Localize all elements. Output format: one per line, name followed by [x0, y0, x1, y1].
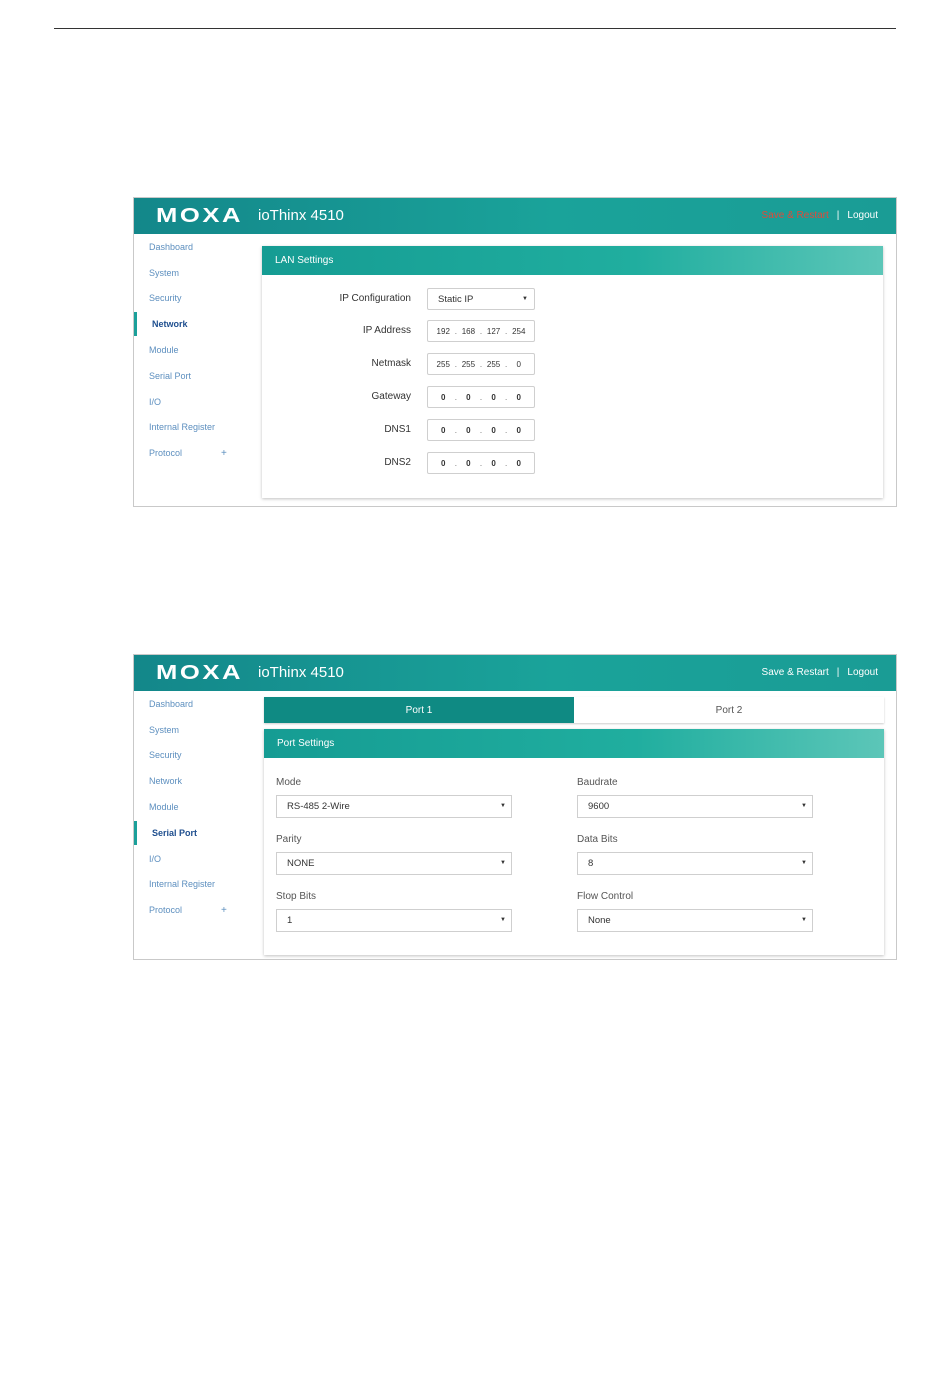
sidebar-item-network[interactable]: Network: [134, 311, 254, 337]
stop-bits-select[interactable]: 1 ▼: [276, 909, 512, 932]
caret-down-icon: ▼: [801, 860, 807, 866]
panel-title: Port Settings: [264, 729, 884, 758]
field-label: DNS2: [384, 457, 411, 468]
mode-select[interactable]: RS-485 2-Wire ▼: [276, 795, 512, 818]
dns1-input[interactable]: 0 . 0 . 0 . 0: [427, 419, 535, 441]
sidebar-item-security[interactable]: Security: [149, 293, 182, 304]
gateway-input[interactable]: 0 . 0 . 0 . 0: [427, 386, 535, 408]
data-bits-select[interactable]: 8 ▼: [577, 852, 813, 875]
data-bits-field: [577, 834, 813, 875]
network-settings-screenshot: [133, 197, 897, 507]
field-label: Data Bits: [577, 834, 618, 845]
header-actions: [762, 667, 878, 678]
field-label: Stop Bits: [276, 891, 317, 902]
sidebar-item-internal-register[interactable]: Internal Register: [149, 879, 216, 890]
plus-icon[interactable]: +: [221, 447, 227, 459]
field-label: Gateway: [371, 391, 411, 402]
field-label: Parity: [276, 834, 302, 845]
header-actions: [762, 210, 878, 221]
dns1-row: [262, 419, 883, 441]
caret-down-icon: ▼: [500, 860, 506, 866]
sidebar-item-system[interactable]: System: [149, 724, 180, 735]
sidebar-item-serial-port[interactable]: Serial Port: [134, 820, 254, 846]
product-name: ioThinx 4510: [258, 664, 344, 681]
dns2-row: [262, 452, 883, 474]
sidebar-item-protocol[interactable]: Protocol +: [149, 447, 227, 459]
panel-title: LAN Settings: [262, 246, 883, 275]
logout-link[interactable]: Logout: [847, 667, 878, 678]
app-header: [134, 655, 896, 691]
sidebar-item-module[interactable]: Module: [149, 345, 179, 356]
serial-port-settings-screenshot: [133, 654, 897, 960]
product-name: ioThinx 4510: [258, 207, 344, 224]
flow-control-field: [577, 891, 813, 932]
sidebar-item-module[interactable]: Module: [149, 802, 179, 813]
page-top-rule: [54, 28, 896, 29]
sidebar-item-system[interactable]: System: [149, 267, 180, 278]
field-label: Flow Control: [577, 891, 634, 902]
parity-select[interactable]: NONE ▼: [276, 852, 512, 875]
save-restart-link[interactable]: Save & Restart: [761, 667, 829, 678]
caret-down-icon: ▼: [500, 917, 506, 923]
caret-down-icon: ▼: [801, 803, 807, 809]
sidebar: [134, 234, 254, 506]
sidebar-item-internal-register[interactable]: Internal Register: [149, 422, 216, 433]
caret-down-icon: ▼: [801, 917, 807, 923]
netmask-input[interactable]: 255 . 255 . 255 . 0: [427, 353, 535, 375]
flow-control-select[interactable]: None ▼: [577, 909, 813, 932]
caret-down-icon: ▼: [500, 803, 506, 809]
sidebar-item-dashboard[interactable]: Dashboard: [149, 698, 194, 709]
plus-icon[interactable]: +: [221, 904, 227, 916]
moxa-logo: MOXA: [156, 204, 244, 227]
tab-port-1[interactable]: Port 1: [264, 697, 574, 723]
field-label: IP Configuration: [339, 293, 411, 304]
field-label: IP Address: [362, 325, 411, 336]
gateway-row: [262, 386, 883, 408]
dns2-input[interactable]: 0 . 0 . 0 . 0: [427, 452, 535, 474]
port-settings-panel: [264, 729, 884, 955]
sidebar-item-security[interactable]: Security: [149, 750, 182, 761]
caret-down-icon: ▼: [522, 296, 528, 302]
sidebar: [134, 691, 254, 959]
field-label: DNS1: [384, 424, 411, 435]
sidebar-item-io[interactable]: I/O: [149, 396, 162, 407]
sidebar-item-io[interactable]: I/O: [149, 853, 162, 864]
sidebar-item-network[interactable]: Network: [149, 776, 183, 787]
field-label: Netmask: [371, 358, 411, 369]
mode-field: [276, 777, 512, 818]
ip-address-input[interactable]: 192 . 168 . 127 . 254: [427, 320, 535, 342]
app-header: [134, 198, 896, 234]
field-label: Mode: [276, 777, 302, 788]
sidebar-item-protocol[interactable]: Protocol +: [149, 904, 227, 916]
sidebar-item-dashboard[interactable]: Dashboard: [149, 241, 194, 252]
moxa-logo: MOXA: [156, 661, 244, 684]
field-label: Baudrate: [577, 777, 618, 788]
baudrate-field: [577, 777, 813, 818]
baudrate-select[interactable]: 9600 ▼: [577, 795, 813, 818]
ip-configuration-select[interactable]: Static IP ▼: [427, 288, 535, 310]
save-restart-link[interactable]: Save & Restart: [761, 210, 829, 221]
netmask-row: [262, 353, 883, 375]
lan-settings-panel: [262, 246, 883, 498]
port-tabs: [264, 697, 884, 723]
ip-address-row: [262, 320, 883, 342]
stop-bits-field: [276, 891, 512, 932]
header-separator: |: [836, 210, 840, 221]
sidebar-item-serial-port[interactable]: Serial Port: [149, 370, 192, 381]
parity-field: [276, 834, 512, 875]
logout-link[interactable]: Logout: [847, 210, 878, 221]
ip-configuration-row: [262, 288, 883, 310]
tab-port-2[interactable]: Port 2: [574, 697, 884, 723]
header-separator: |: [836, 667, 840, 678]
